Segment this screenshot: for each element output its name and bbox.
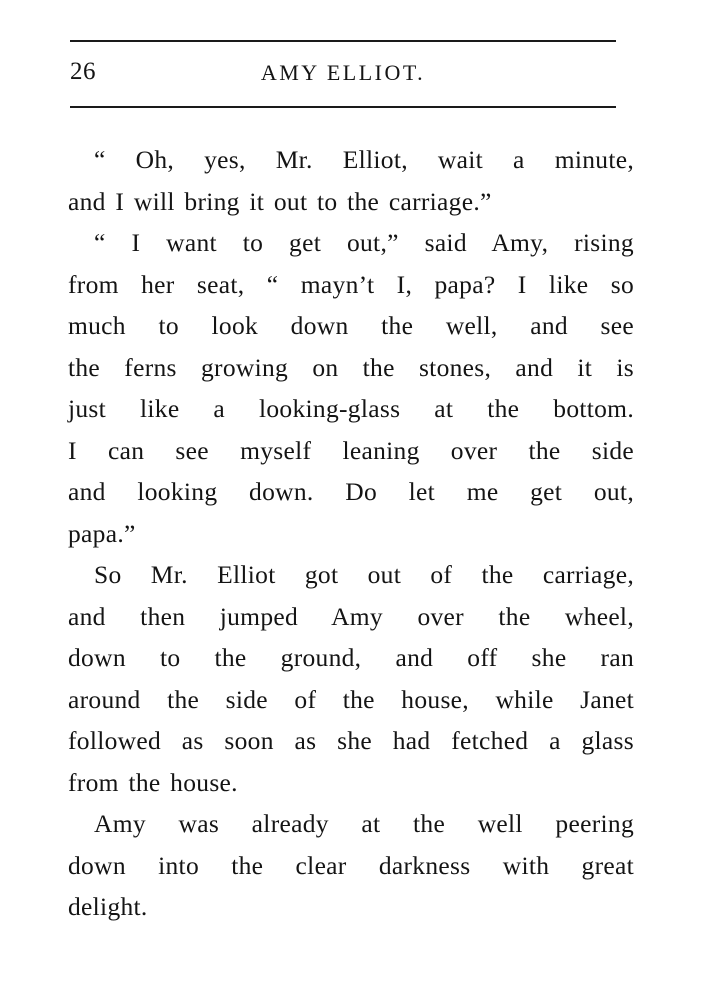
paragraph bbox=[68, 803, 634, 928]
text-line: the ferns growing on the stones, and it is bbox=[68, 352, 634, 382]
body-text bbox=[68, 139, 634, 928]
text-line: followed as soon as she had fetched a glass bbox=[68, 726, 634, 755]
text-line: and then jumped Amy over the wheel, bbox=[68, 601, 634, 631]
text-line: and I will bring it out to the carriage.” bbox=[68, 186, 492, 216]
text-line: just like a looking-glass at the bottom. bbox=[68, 394, 634, 423]
page-number: 26 bbox=[70, 58, 96, 85]
text-line: from the house. bbox=[68, 767, 238, 797]
paragraph bbox=[68, 554, 634, 803]
text-line: down into the clear darkness with great bbox=[68, 850, 634, 880]
text-line: and looking down. Do let me get out, bbox=[68, 477, 634, 506]
text-line: delight. bbox=[68, 892, 148, 921]
text-line: Amy was already at the well peering bbox=[94, 809, 634, 838]
text-line: So Mr. Elliot got out of the carriage, bbox=[94, 560, 634, 589]
paragraph bbox=[68, 222, 634, 554]
text-line: around the side of the house, while Janet bbox=[68, 684, 634, 714]
text-line: “ I want to get out,” said Amy, rising bbox=[94, 228, 634, 257]
header-bottom-rule bbox=[70, 106, 616, 108]
running-header bbox=[70, 58, 616, 92]
text-line: papa.” bbox=[68, 518, 136, 548]
text-line: much to look down the well, and see bbox=[68, 311, 634, 340]
running-title: AMY ELLIOT. bbox=[260, 60, 426, 85]
text-line: “ Oh, yes, Mr. Elliot, wait a minute, bbox=[94, 145, 634, 174]
text-line: I can see myself leaning over the side bbox=[68, 435, 634, 465]
text-line: from her seat, “ mayn’t I, papa? I like so bbox=[68, 269, 634, 299]
paragraph bbox=[68, 139, 634, 222]
text-line: down to the ground, and off she ran bbox=[68, 643, 634, 672]
header-top-rule bbox=[70, 40, 616, 42]
